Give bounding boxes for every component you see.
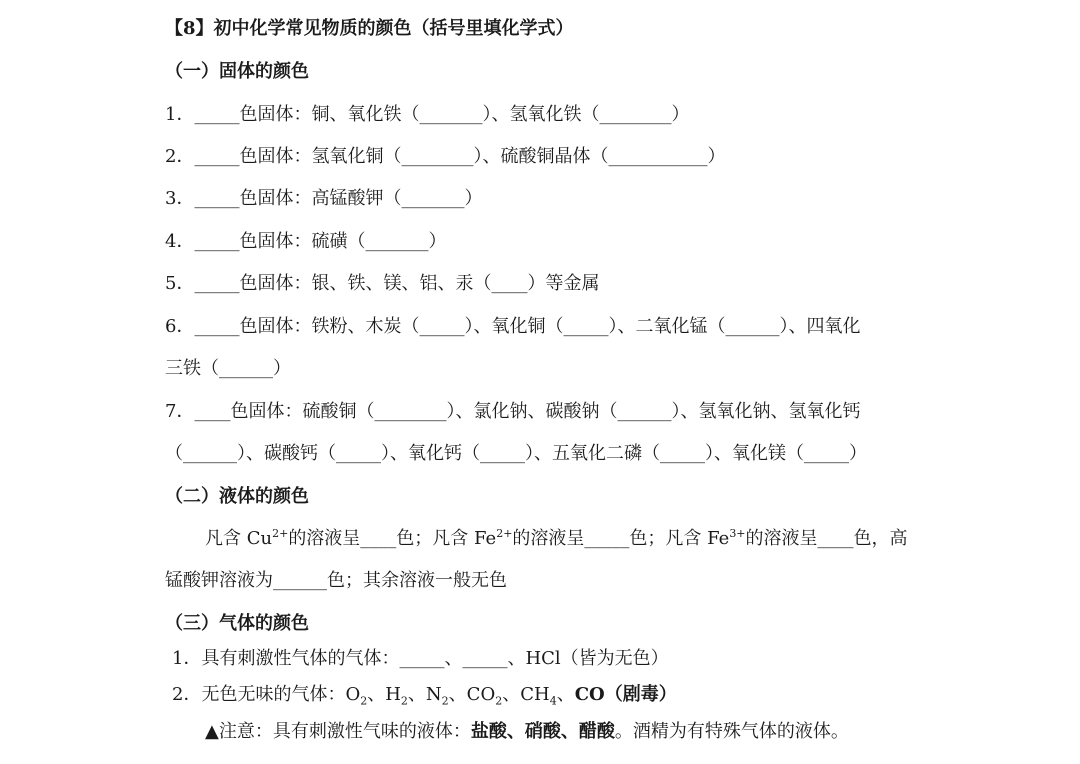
charge-fe3: 3+	[729, 527, 746, 540]
formula-o2-sub: 2	[360, 694, 368, 708]
charge-cu: 2+	[272, 527, 289, 540]
solid-item-7: 7．____色固体：硫酸铜（________）、氯化钠、碳酸钠（______）、氢氧化钠、氢氧化钙	[165, 401, 861, 422]
solid-item-6-cont: 三铁（______）	[165, 358, 291, 379]
gas-note	[205, 720, 849, 744]
section-solid-heading: （一）固体的颜色	[165, 61, 309, 82]
formula-ch4: 、CH	[502, 684, 550, 705]
gas-item-1: 1．具有刺激性气体的气体：_____、_____、HCl（皆为无色）	[172, 648, 669, 669]
formula-sep: 、	[556, 684, 575, 705]
gas-item-2-prefix: 2．无色无味的气体：	[172, 684, 346, 705]
formula-co2-sub: 2	[495, 694, 503, 708]
liquid-line-1	[205, 527, 908, 551]
liquid-text-a: 凡含 Cu	[205, 528, 273, 549]
gas-item-2	[172, 683, 677, 707]
solid-item-3: 3．_____色固体：高锰酸钾（_______）	[165, 188, 483, 209]
formula-ch4-sub: 4	[549, 694, 557, 708]
liquid-text-b: 的溶液呈____色；凡含 Fe	[288, 528, 497, 549]
note-bold-acids: 盐酸、硝酸、醋酸	[470, 721, 615, 742]
formula-co-toxic: CO（剧毒）	[574, 684, 677, 705]
note-prefix: ▲注意：具有刺激性气味的液体：	[205, 721, 471, 742]
note-suffix: 。酒精为有特殊气体的液体。	[614, 721, 849, 742]
liquid-text-c: 的溶液呈_____色；凡含 Fe	[512, 528, 730, 549]
section-liquid-heading: （二）液体的颜色	[165, 486, 309, 507]
liquid-line-2: 锰酸钾溶液为______色；其余溶液一般无色	[165, 570, 507, 591]
section-gas-heading: （三）气体的颜色	[165, 613, 309, 634]
formula-h2-sub: 2	[400, 694, 408, 708]
charge-fe2: 2+	[496, 527, 513, 540]
formula-n2: 、N	[407, 684, 442, 705]
solid-item-2: 2．_____色固体：氢氧化铜（________）、硫酸铜晶体（___________）	[165, 146, 726, 167]
page-title: 【8】初中化学常见物质的颜色（括号里填化学式）	[165, 18, 574, 39]
liquid-text-d: 的溶液呈____色，高	[745, 528, 908, 549]
solid-item-5: 5．_____色固体：银、铁、镁、铝、汞（____）等金属	[165, 273, 600, 294]
solid-item-1: 1．_____色固体：铜、氧化铁（_______）、氢氧化铁（________）	[165, 104, 690, 125]
formula-co2: 、CO	[448, 684, 496, 705]
solid-item-6: 6．_____色固体：铁粉、木炭（_____）、氧化铜（_____）、二氧化锰（______）、四氧化	[165, 316, 861, 337]
solid-item-4: 4．_____色固体：硫磺（_______）	[165, 231, 447, 252]
formula-h2: 、H	[367, 684, 401, 705]
formula-n2-sub: 2	[441, 694, 449, 708]
formula-o2: O	[345, 684, 361, 705]
solid-item-7-cont: （______）、碳酸钙（_____）、氧化钙（_____）、五氧化二磷（_____）、氧化镁（_____）	[165, 443, 867, 464]
